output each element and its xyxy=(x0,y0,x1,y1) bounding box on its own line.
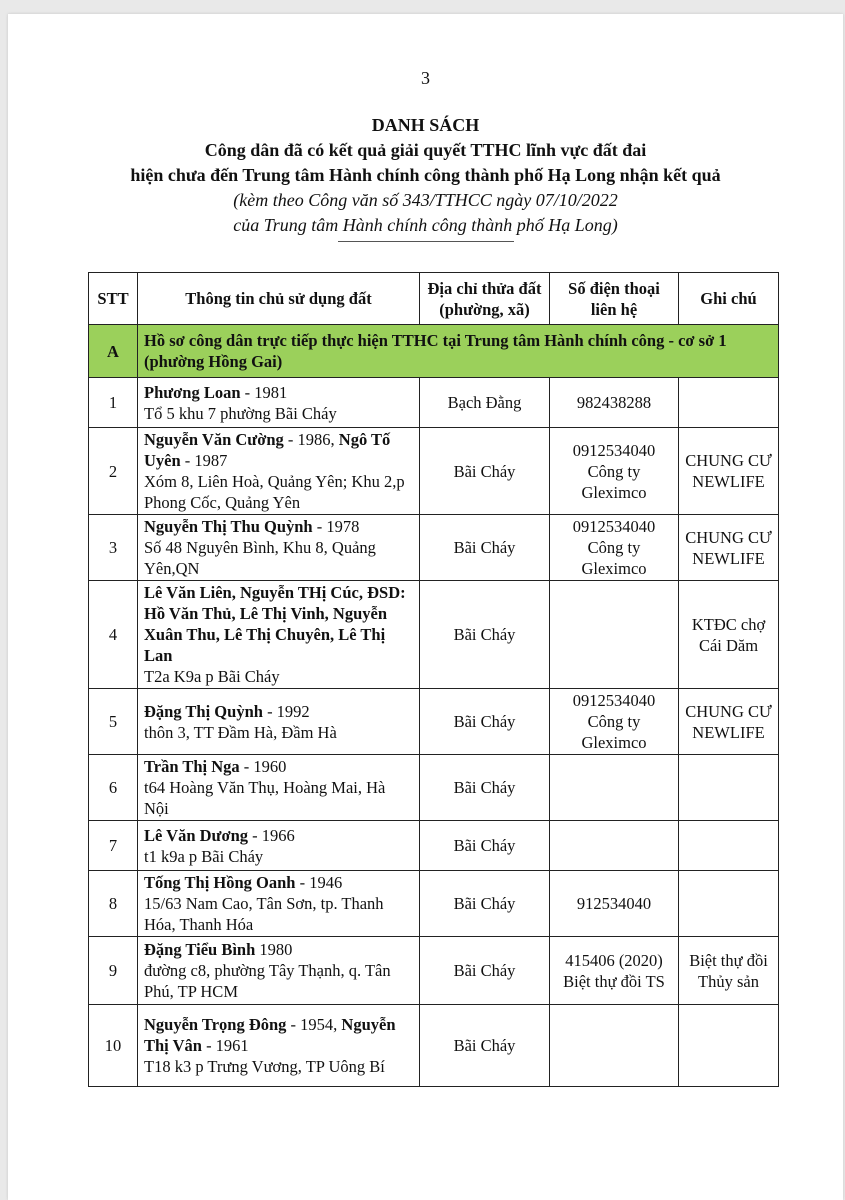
owner-address: t1 k9a p Bãi Cháy xyxy=(144,846,264,866)
row-stt: 10 xyxy=(89,1005,138,1087)
header-owner-info: Thông tin chủ sử dụng đất xyxy=(138,273,420,325)
phone-cell xyxy=(550,1005,679,1087)
heading-underline xyxy=(338,241,514,242)
land-address-cell: Bãi Cháy xyxy=(420,428,550,515)
document-subtitle-line-2: hiện chưa đến Trung tâm Hành chính công thành phố Hạ Long nhận kết quả xyxy=(130,165,721,185)
phone-cell xyxy=(550,428,679,515)
owner-birth-year: - 1946 xyxy=(295,873,343,892)
land-address-cell: Bãi Cháy xyxy=(420,689,550,755)
row-stt: 8 xyxy=(89,871,138,937)
land-address-cell: Bãi Cháy xyxy=(420,871,550,937)
phone-number: 0912534040 xyxy=(572,440,656,460)
header-address xyxy=(420,273,550,325)
document-subtitle-line-1: Công dân đã có kết quả giải quyết TTHC lĩnh vực đất đai xyxy=(204,140,647,160)
owner-info-cell xyxy=(138,378,420,428)
phone-cell xyxy=(550,581,679,689)
note-cell xyxy=(679,821,779,871)
owner-birth-year: - 1966 xyxy=(248,825,295,845)
owner-address: thôn 3, TT Đầm Hà, Đầm Hà xyxy=(144,722,337,742)
owner-info-cell xyxy=(138,581,420,689)
owner-name: Đặng Thị Quỳnh xyxy=(144,701,263,721)
owner-name: Trần Thị Nga xyxy=(144,757,240,776)
owner-address: T2a K9a p Bãi Cháy xyxy=(144,667,280,686)
document-heading xyxy=(8,113,843,238)
note-cell: KTĐC chợ Cái Dăm xyxy=(679,581,779,689)
owner-birth-year: 1980 xyxy=(255,940,293,959)
note-cell xyxy=(679,755,779,821)
land-address-cell: Bãi Cháy xyxy=(420,821,550,871)
reference-line-1: (kèm theo Công văn số 343/TTHCC ngày 07/10/2022 xyxy=(233,190,618,210)
owner-address: t64 Hoàng Văn Thụ, Hoàng Mai, Hà Nội xyxy=(144,778,386,818)
reference-line-2: của Trung tâm Hành chính công thành phố Hạ Long) xyxy=(233,215,618,235)
phone-company: Biệt thự đồi TS xyxy=(563,971,665,991)
owner-birth-year: - 1981 xyxy=(240,382,288,402)
header-phone xyxy=(550,273,679,325)
table-header-row xyxy=(89,273,779,325)
header-stt: STT xyxy=(89,273,138,325)
document-title: DANH SÁCH xyxy=(371,115,480,135)
owner-address: Số 48 Nguyên Bình, Khu 8, Quảng Yên,QN xyxy=(144,538,376,578)
land-address-cell: Bãi Cháy xyxy=(420,937,550,1005)
table-row xyxy=(89,1005,779,1087)
land-address-cell: Bạch Đằng xyxy=(420,378,550,428)
section-title: Hồ sơ công dân trực tiếp thực hiện TTHC tại Trung tâm Hành chính công - cơ sở 1 (phường Hồng Gai) xyxy=(138,325,779,378)
owner-info-cell xyxy=(138,755,420,821)
owner-birth-year: - 1986, xyxy=(283,430,339,449)
owner-info-cell xyxy=(138,515,420,581)
owner-name: Phương Loan xyxy=(144,382,241,402)
row-stt: 7 xyxy=(89,821,138,871)
phone-cell xyxy=(550,515,679,581)
owner-address: Tổ 5 khu 7 phường Bãi Cháy xyxy=(144,403,337,423)
row-stt: 3 xyxy=(89,515,138,581)
header-phone-line-1: Số điện thoại xyxy=(568,278,660,298)
owner-name: Lê Văn Dương xyxy=(144,825,249,845)
owner-info-cell xyxy=(138,428,420,515)
phone-company: Công ty xyxy=(587,538,641,557)
owner-birth-year: - 1954, xyxy=(286,1015,342,1034)
land-address-cell: Bãi Cháy xyxy=(420,515,550,581)
phone-number: 0912534040 xyxy=(572,517,656,536)
note-cell xyxy=(679,871,779,937)
phone-number: 912534040 xyxy=(576,894,652,913)
owner-name: Lê Văn Liên, Nguyễn THị Cúc, ĐSD: Hồ Văn Thủ, Lê Thị Vinh, Nguyễn Xuân Thu, Lê Thị Chuyên, Lê Thị Lan xyxy=(144,583,406,665)
owner-birth-year: - 1960 xyxy=(239,757,287,776)
owner-name: Tống Thị Hồng Oanh xyxy=(144,873,296,892)
phone-cell xyxy=(550,755,679,821)
section-row xyxy=(89,325,779,378)
note-cell: CHUNG CƯ NEWLIFE xyxy=(679,428,779,515)
phone-company: Công ty xyxy=(587,461,641,481)
owner-info-cell xyxy=(138,821,420,871)
table-row xyxy=(89,428,779,515)
table-row xyxy=(89,581,779,689)
owner-birth-year-2: - 1961 xyxy=(201,1036,249,1055)
owner-address: 15/63 Nam Cao, Tân Sơn, tp. Thanh Hóa, Thanh Hóa xyxy=(144,894,384,934)
owner-birth-year-2: - 1987 xyxy=(180,451,228,470)
land-address-cell: Bãi Cháy xyxy=(420,755,550,821)
table-row xyxy=(89,821,779,871)
owner-name: Nguyễn Trọng Đông xyxy=(144,1015,287,1034)
owner-address: Xóm 8, Liên Hoà, Quảng Yên; Khu 2,p Phong Cốc, Quảng Yên xyxy=(144,472,405,512)
row-stt: 4 xyxy=(89,581,138,689)
table-row xyxy=(89,937,779,1005)
header-phone-line-2: liên hệ xyxy=(590,299,638,319)
owner-info-cell xyxy=(138,1005,420,1087)
section-code: A xyxy=(89,325,138,378)
table-row xyxy=(89,755,779,821)
phone-company-name: Gleximco xyxy=(581,482,647,502)
header-address-line-2: (phường, xã) xyxy=(439,299,530,319)
owner-birth-year: - 1978 xyxy=(312,517,360,536)
phone-company: Công ty xyxy=(587,712,641,731)
owner-info-cell xyxy=(138,871,420,937)
note-cell: CHUNG CƯ NEWLIFE xyxy=(679,689,779,755)
header-address-line-1: Địa chỉ thửa đất xyxy=(427,278,542,298)
owner-address: đường c8, phường Tây Thạnh, q. Tân Phú, TP HCM xyxy=(144,961,391,1001)
owner-name: Nguyễn Văn Cường xyxy=(144,430,284,449)
row-stt: 6 xyxy=(89,755,138,821)
owner-info-cell xyxy=(138,937,420,1005)
owner-name-2: Ngô Tố Uyên xyxy=(144,430,391,470)
row-stt: 9 xyxy=(89,937,138,1005)
owner-address: T18 k3 p Trưng Vương, TP Uông Bí xyxy=(144,1057,385,1076)
note-cell: Biệt thự đồi Thủy sản xyxy=(679,937,779,1005)
table-row xyxy=(89,689,779,755)
phone-cell xyxy=(550,821,679,871)
table-row xyxy=(89,515,779,581)
phone-number: 415406 (2020) xyxy=(565,950,663,970)
row-stt: 1 xyxy=(89,378,138,428)
owner-birth-year: - 1992 xyxy=(262,701,310,721)
note-cell xyxy=(679,378,779,428)
table-row xyxy=(89,871,779,937)
phone-number: 982438288 xyxy=(576,393,652,412)
phone-cell xyxy=(550,871,679,937)
row-stt: 2 xyxy=(89,428,138,515)
land-address-cell: Bãi Cháy xyxy=(420,1005,550,1087)
header-note: Ghi chú xyxy=(679,273,779,325)
page-number: 3 xyxy=(421,68,430,88)
note-cell xyxy=(679,1005,779,1087)
citizen-list-table xyxy=(88,272,779,1087)
phone-cell xyxy=(550,378,679,428)
table-row xyxy=(89,378,779,428)
phone-company-name: Gleximco xyxy=(581,733,647,752)
phone-number: 0912534040 xyxy=(572,691,656,710)
phone-cell xyxy=(550,689,679,755)
owner-name: Đặng Tiểu Bình xyxy=(144,940,256,959)
note-cell: CHUNG CƯ NEWLIFE xyxy=(679,515,779,581)
owner-info-cell xyxy=(138,689,420,755)
phone-cell xyxy=(550,937,679,1005)
row-stt: 5 xyxy=(89,689,138,755)
land-address-cell: Bãi Cháy xyxy=(420,581,550,689)
owner-name-2: Nguyễn Thị Vân xyxy=(144,1015,396,1055)
phone-company-name: Gleximco xyxy=(581,559,647,578)
owner-name: Nguyễn Thị Thu Quỳnh xyxy=(144,517,313,536)
